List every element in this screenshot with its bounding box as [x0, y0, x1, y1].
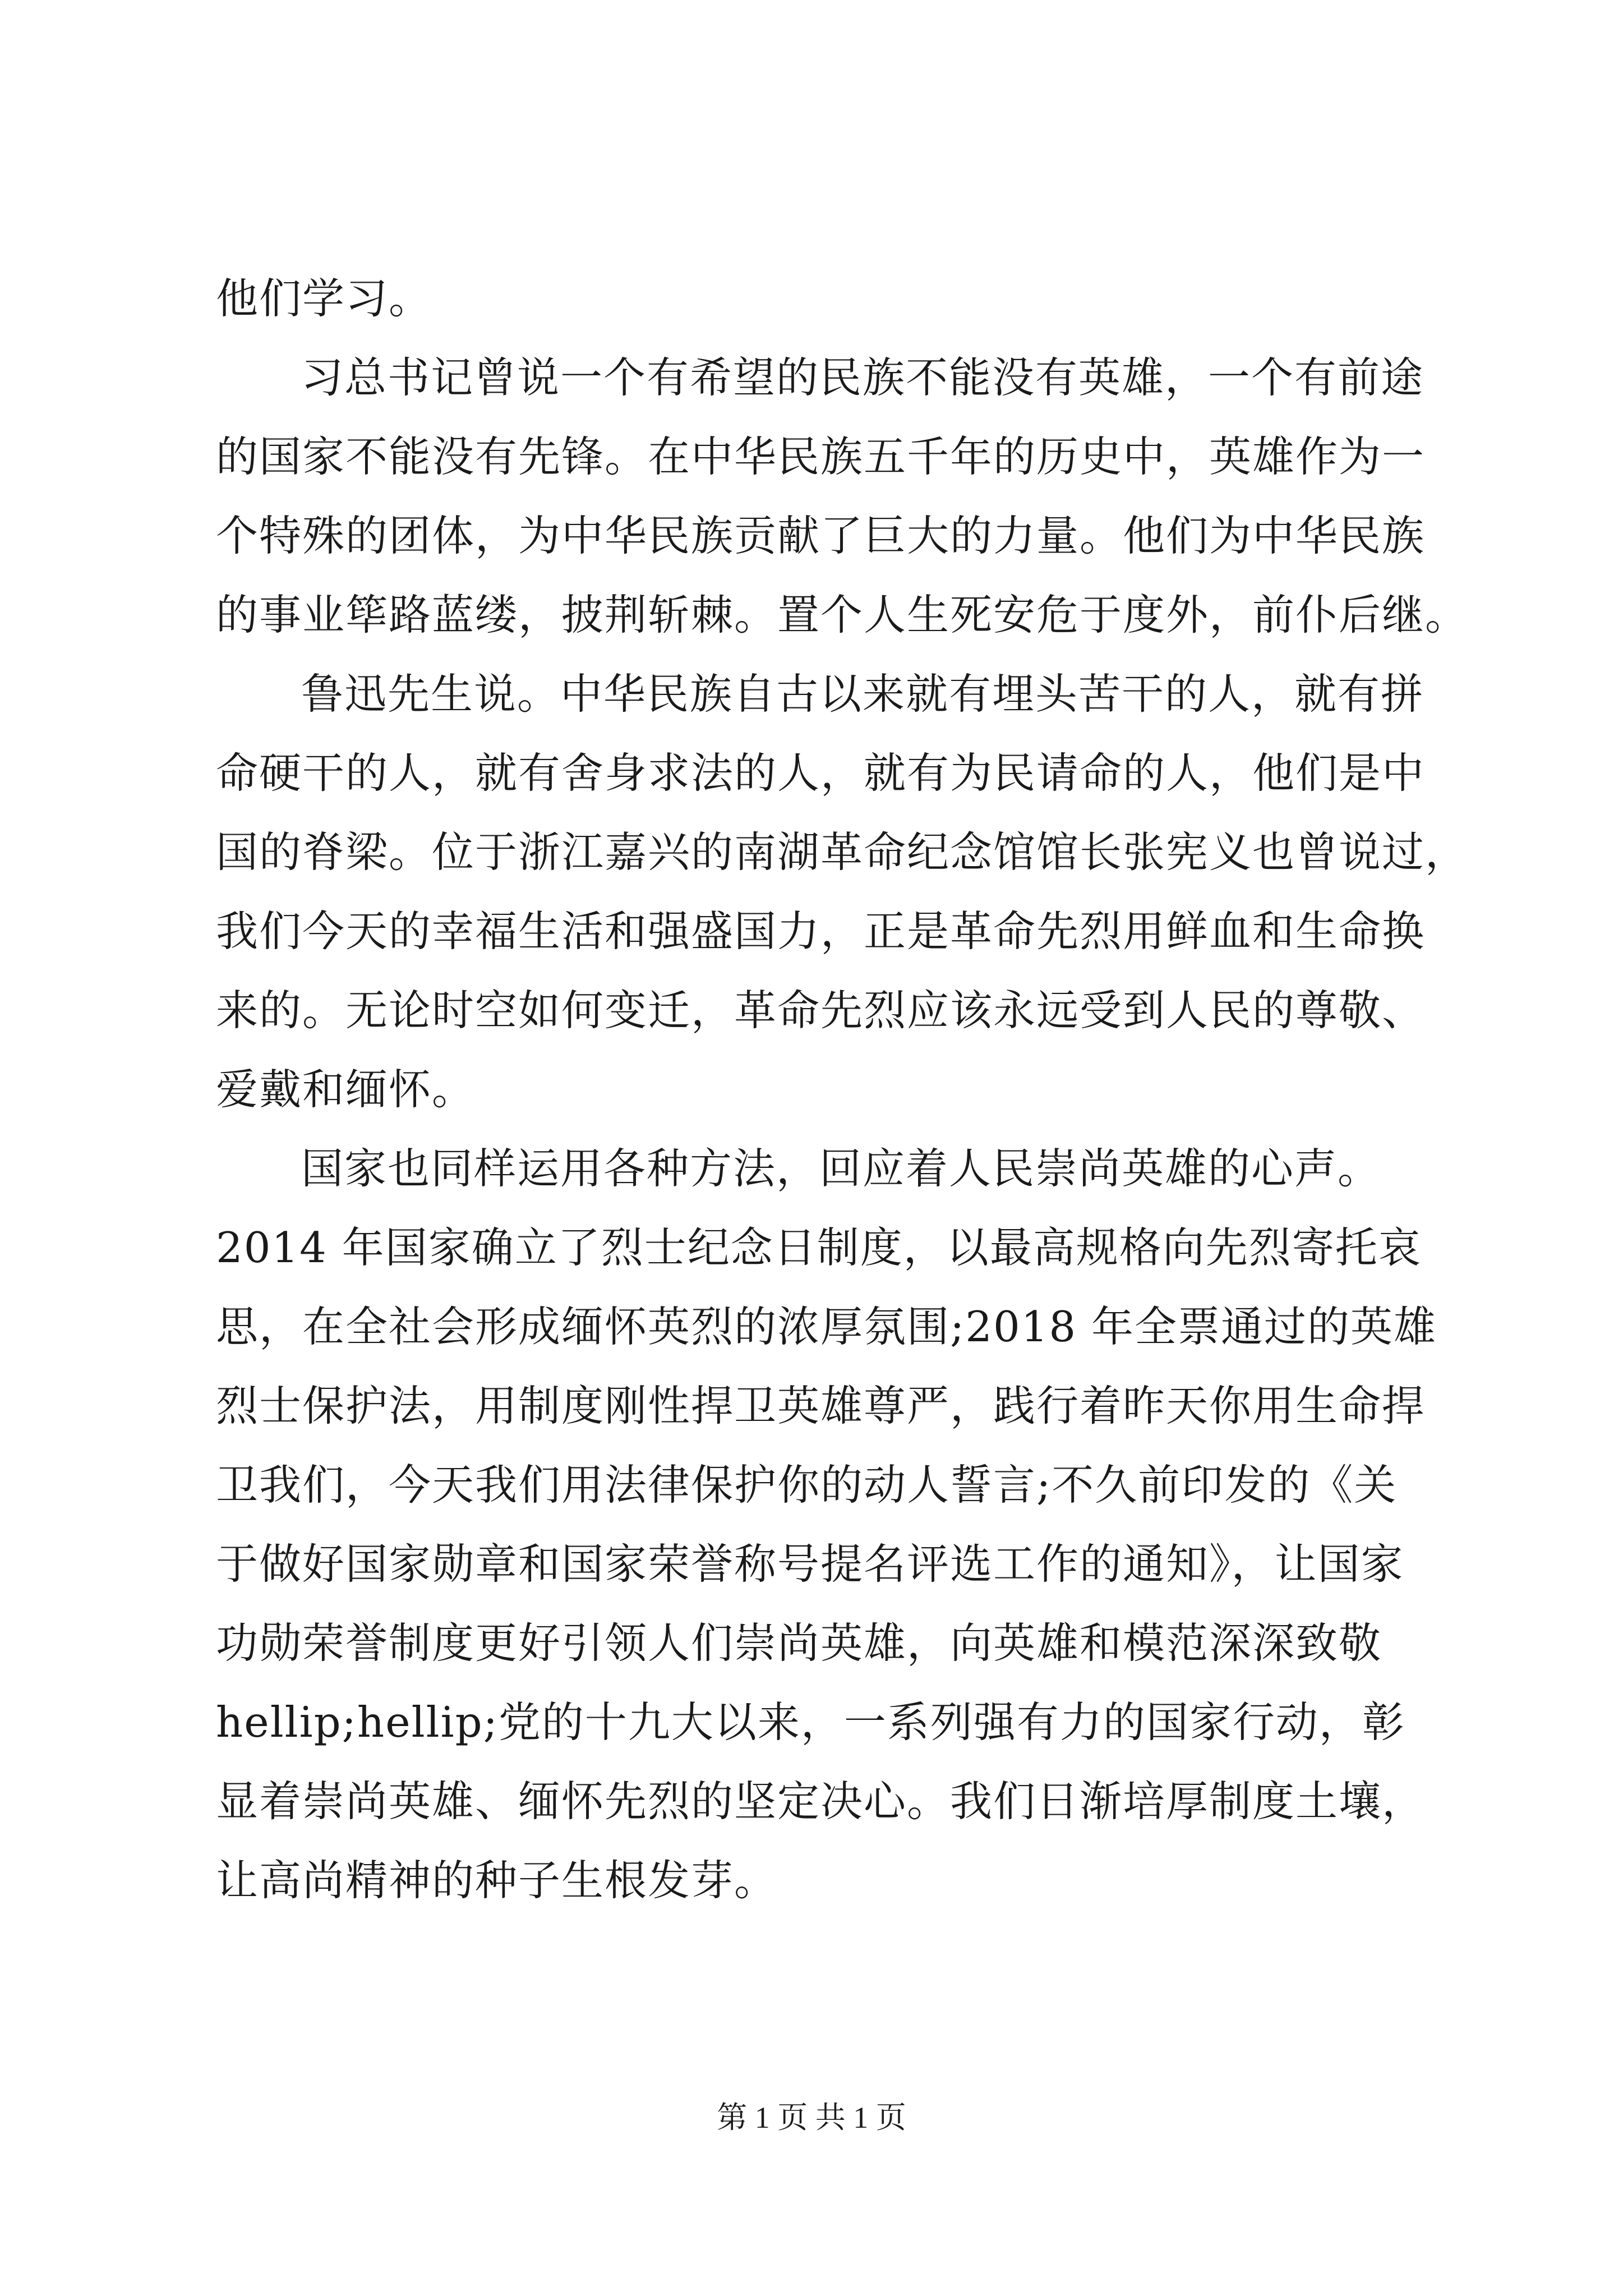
- text-line: 2014 年国家确立了烈士纪念日制度，以最高规格向先烈寄托哀: [216, 1223, 1422, 1272]
- text-line: 的国家不能没有先锋。在中华民族五千年的历史中，英雄作为一: [216, 432, 1426, 481]
- text-line: 我们今天的幸福生活和强盛国力，正是革命先烈用鲜血和生命换: [216, 907, 1426, 956]
- text-line: 个特殊的团体，为中华民族贡献了巨大的力量。他们为中华民族: [216, 511, 1426, 560]
- text-line: 显着崇尚英雄、缅怀先烈的坚定决心。我们日渐培厚制度土壤，: [216, 1777, 1426, 1826]
- text-line: 国家也同样运用各种方法，回应着人民崇尚英雄的心声。: [301, 1144, 1381, 1193]
- text-line: 他们学习。: [216, 274, 432, 323]
- text-line: 命硬干的人，就有舍身求法的人，就有为民请命的人，他们是中: [216, 748, 1426, 798]
- page-footer: [0, 2095, 1623, 2140]
- text-line: 爱戴和缅怀。: [216, 1065, 476, 1114]
- text-line: 鲁迅先生说。中华民族自古以来就有埋头苦干的人，就有拼: [301, 669, 1424, 719]
- text-line: 卫我们，今天我们用法律保护你的动人誓言;不久前印发的《关: [216, 1460, 1398, 1510]
- text-line: 思，在全社会形成缅怀英烈的浓厚氛围;2018 年全票通过的英雄: [216, 1302, 1437, 1351]
- text-line: 来的。无论时空如何变迁，革命先烈应该永远受到人民的尊敬、: [216, 986, 1426, 1035]
- text-line: 习总书记曾说一个有希望的民族不能没有英雄，一个有前途: [301, 353, 1424, 402]
- text-line: 功勋荣誉制度更好引领人们崇尚英雄，向英雄和模范深深致敬: [216, 1618, 1382, 1668]
- text-line: 的事业筚路蓝缕，披荆斩棘。置个人生死安危于度外，前仆后继。: [216, 590, 1469, 639]
- text-line: 国的脊梁。位于浙江嘉兴的南湖革命纪念馆馆长张宪义也曾说过，: [216, 827, 1469, 877]
- document-body: [216, 259, 1469, 1920]
- text-line: 于做好国家勋章和国家荣誉称号提名评选工作的通知》，让国家: [216, 1539, 1404, 1589]
- text-line: 烈士保护法，用制度刚性捍卫英雄尊严，践行着昨天你用生命捍: [216, 1381, 1426, 1430]
- text-line: 让高尚精神的种子生根发芽。: [216, 1856, 778, 1905]
- text-line: hellip;hellip;党的十九大以来，一系列强有力的国家行动，彰: [216, 1697, 1405, 1747]
- page-number-label: 第 1 页 共 1 页: [717, 2101, 906, 2134]
